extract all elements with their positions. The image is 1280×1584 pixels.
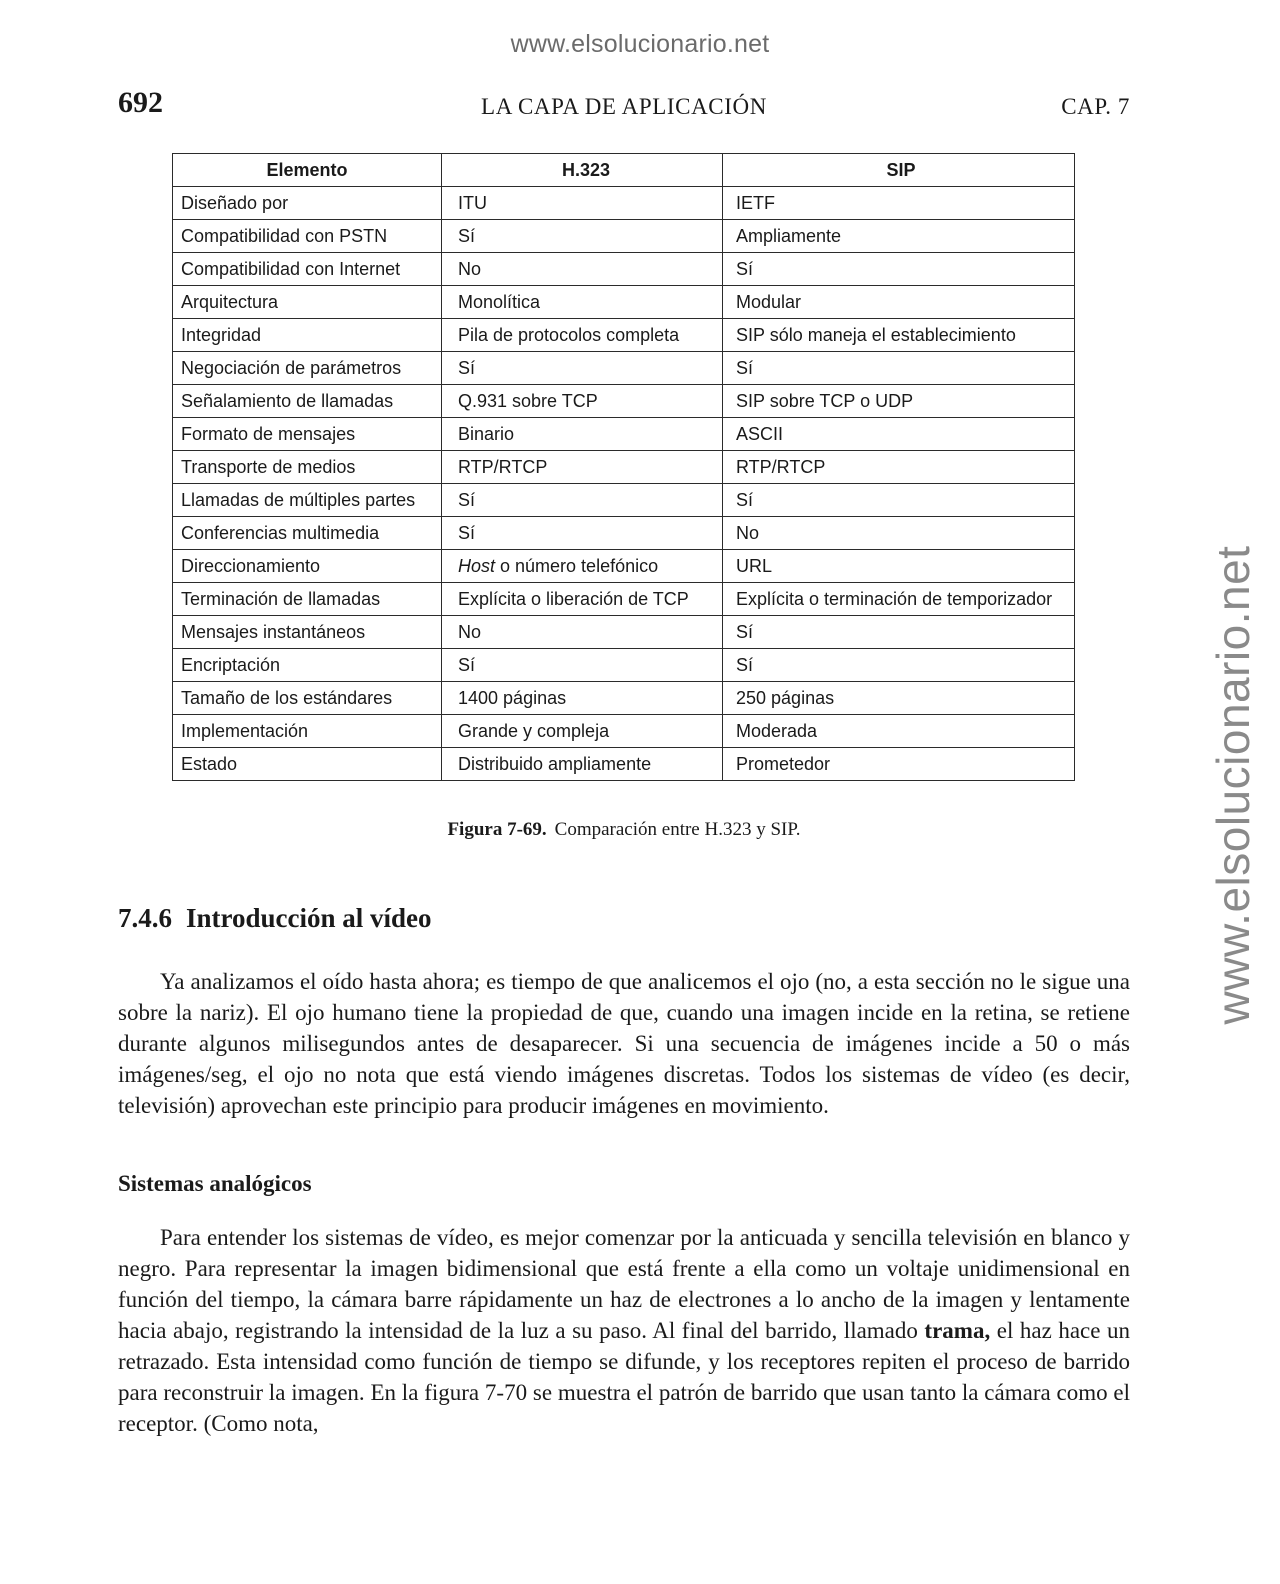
table-cell-elemento: Negociación de parámetros (173, 352, 442, 385)
figure-caption-text: Comparación entre H.323 y SIP. (554, 819, 801, 840)
table-cell-elemento: Tamaño de los estándares (173, 682, 442, 715)
table-cell-h323: Explícita o liberación de TCP (442, 583, 723, 616)
body-paragraph (118, 966, 1130, 1121)
page-number: 692 (118, 86, 163, 119)
table-row (173, 451, 1075, 484)
table-row (173, 484, 1075, 517)
table-row (173, 352, 1075, 385)
table-cell-h323: Q.931 sobre TCP (442, 385, 723, 418)
table-cell-elemento: Mensajes instantáneos (173, 616, 442, 649)
table-row (173, 319, 1075, 352)
paragraph-text: Ya analizamos el oído hasta ahora; es tiempo de que analicemos el ojo (no, a esta sección no le sigue una sobre la nariz). El ojo humano tiene la propiedad de que, cuando una imagen incide en la retina, se retiene durante algunos milisegundos antes de desaparecer. Si una secuencia de imágenes incide a 50 o más imágenes/seg, el ojo no nota que está viendo imágenes discretas. Todos los sistemas de vídeo (es decir, televisión) aprovechan este principio para producir imágenes en movimiento. (118, 969, 1130, 1118)
watermark-side: www.elsolucionario.net (1207, 545, 1259, 1025)
table-cell-sip: ASCII (723, 418, 1075, 451)
table-cell-h323 (442, 550, 723, 583)
table-cell-sip: Ampliamente (723, 220, 1075, 253)
table-row (173, 187, 1075, 220)
table-cell-sip: Sí (723, 253, 1075, 286)
running-title: LA CAPA DE APLICACIÓN (481, 94, 767, 119)
table-row (173, 682, 1075, 715)
table-cell-elemento: Conferencias multimedia (173, 517, 442, 550)
table-cell-sip: SIP sólo maneja el establecimiento (723, 319, 1075, 352)
section-title: Introducción al vídeo (186, 903, 432, 933)
body-paragraph (118, 1222, 1130, 1439)
table-cell-sip: RTP/RTCP (723, 451, 1075, 484)
table-cell-sip: No (723, 517, 1075, 550)
table-row (173, 649, 1075, 682)
table-row (173, 286, 1075, 319)
table-cell-elemento: Terminación de llamadas (173, 583, 442, 616)
table-cell-elemento: Implementación (173, 715, 442, 748)
table-cell-h323: Binario (442, 418, 723, 451)
table-cell-h323: ITU (442, 187, 723, 220)
watermark-top: www.elsolucionario.net (510, 30, 770, 58)
table-row (173, 748, 1075, 781)
table-cell-elemento: Compatibilidad con Internet (173, 253, 442, 286)
table-cell-elemento: Encriptación (173, 649, 442, 682)
table-row (173, 715, 1075, 748)
table-cell-h323: Distribuido ampliamente (442, 748, 723, 781)
table-cell-sip: Explícita o terminación de temporizador (723, 583, 1075, 616)
table-cell-elemento: Transporte de medios (173, 451, 442, 484)
table-cell-elemento: Direccionamiento (173, 550, 442, 583)
table-cell-sip: IETF (723, 187, 1075, 220)
table-row (173, 418, 1075, 451)
table-cell-sip: SIP sobre TCP o UDP (723, 385, 1075, 418)
table-cell-h323: Pila de protocolos completa (442, 319, 723, 352)
table-row (173, 583, 1075, 616)
table-cell-elemento: Formato de mensajes (173, 418, 442, 451)
table-cell-h323: Grande y compleja (442, 715, 723, 748)
table-row (173, 385, 1075, 418)
table-cell-h323: Sí (442, 484, 723, 517)
table-cell-sip: Moderada (723, 715, 1075, 748)
paragraph-text-end: el haz hace un retrazado. Esta intensidad como función de tiempo se difunde, y los receptores repiten el proceso de barrido para reconstruir la imagen. En la figura 7-70 se muestra el patrón de barrido que usan tanto la cámara como el receptor. (Como nota, (118, 1318, 1130, 1436)
table-cell-h323: Sí (442, 220, 723, 253)
table-cell-sip: 250 páginas (723, 682, 1075, 715)
section-number: 7.4.6 (118, 903, 172, 933)
column-header-sip: SIP (723, 154, 1075, 187)
table-row (173, 253, 1075, 286)
table-row (173, 220, 1075, 253)
comparison-table (172, 153, 1075, 781)
table-cell-h323: 1400 páginas (442, 682, 723, 715)
table-cell-elemento: Arquitectura (173, 286, 442, 319)
section-heading (118, 903, 432, 934)
subsection-heading: Sistemas analógicos (118, 1171, 312, 1196)
table-row (173, 550, 1075, 583)
table-cell-h323: No (442, 253, 723, 286)
table-cell-elemento: Llamadas de múltiples partes (173, 484, 442, 517)
chapter-label: CAP. 7 (1061, 94, 1130, 119)
table-cell-elemento: Compatibilidad con PSTN (173, 220, 442, 253)
table-cell-sip: Sí (723, 352, 1075, 385)
table-cell-h323: Sí (442, 517, 723, 550)
table-cell-h323: Sí (442, 352, 723, 385)
table-cell-sip: Sí (723, 484, 1075, 517)
column-header-elemento: Elemento (173, 154, 442, 187)
figure-label: Figura 7-69. (447, 819, 547, 840)
table-cell-elemento: Integridad (173, 319, 442, 352)
table-cell-sip: Sí (723, 616, 1075, 649)
term-trama: trama, (924, 1318, 991, 1343)
table-cell-sip: Sí (723, 649, 1075, 682)
table-cell-h323: Monolítica (442, 286, 723, 319)
table-cell-elemento: Señalamiento de llamadas (173, 385, 442, 418)
table-cell-elemento: Diseñado por (173, 187, 442, 220)
figure-caption (0, 819, 1248, 841)
column-header-h323: H.323 (442, 154, 723, 187)
paragraph-text-start: Para entender los sistemas de vídeo, es mejor comenzar por la anticuada y sencilla televisión en blanco y negro. Para representar la imagen bidimensional que está frente a ella como un voltaje unidimensional en función del tiempo, la cámara barre rápidamente un haz de electrones a lo ancho de la imagen y lentamente hacia abajo, registrando la intensidad de la luz a su paso. Al final del barrido, llamado (118, 1225, 1130, 1343)
table-cell-sip: Prometedor (723, 748, 1075, 781)
table-header-row (173, 154, 1075, 187)
table-cell-elemento: Estado (173, 748, 442, 781)
table-cell-h323: Sí (442, 649, 723, 682)
host-italic-text: Host (458, 555, 496, 576)
table-cell-sip: Modular (723, 286, 1075, 319)
table-cell-sip: URL (723, 550, 1075, 583)
table-row (173, 616, 1075, 649)
table-row (173, 517, 1075, 550)
table-cell-h323: RTP/RTCP (442, 451, 723, 484)
host-rest-text: o número telefónico (495, 555, 659, 576)
table-cell-h323: No (442, 616, 723, 649)
